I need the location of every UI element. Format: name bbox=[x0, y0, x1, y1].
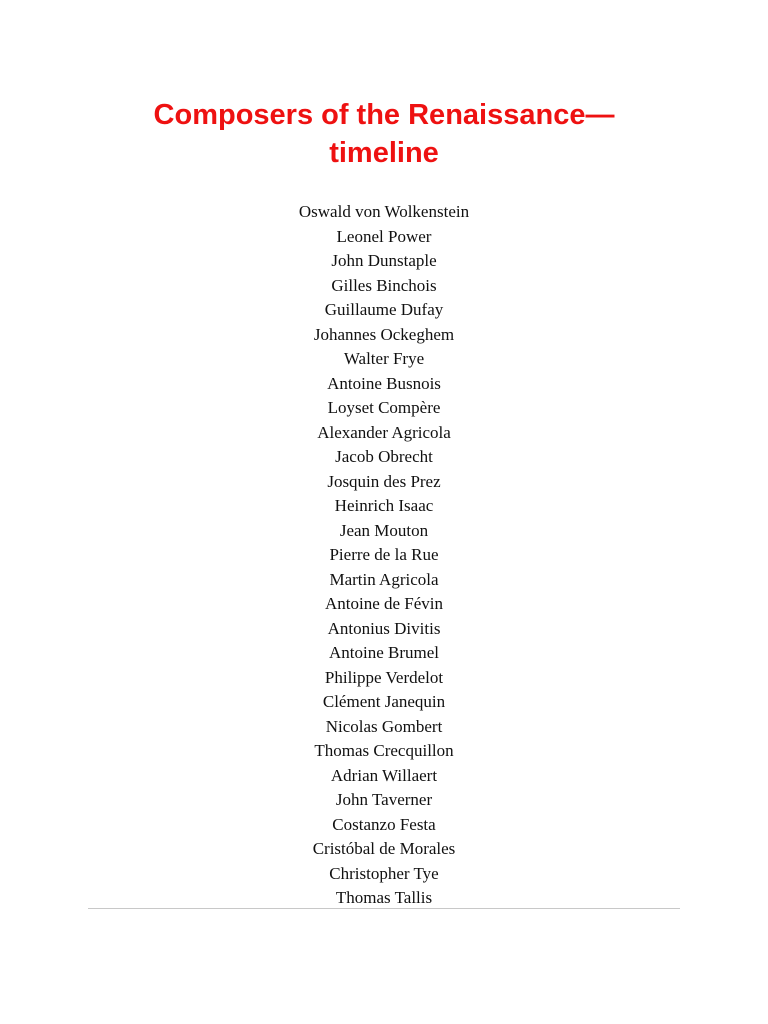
composer-list-item: Pierre de la Rue bbox=[329, 545, 439, 564]
composer-list-item: Johannes Ockeghem bbox=[313, 324, 455, 344]
page-title-line-1: Composers of the Renaissance— bbox=[153, 99, 615, 131]
composer-list-item: Thomas Tallis bbox=[335, 888, 433, 907]
composer-list-item: Antoine de Févin bbox=[324, 594, 444, 613]
composer-list-item: Thomas Crecquillon bbox=[314, 741, 454, 760]
page-title bbox=[0, 96, 768, 172]
composer-list-item: John Dunstaple bbox=[331, 251, 437, 270]
composer-list-item: Jean Mouton bbox=[339, 520, 429, 540]
composer-list-item: Martin Agricola bbox=[329, 569, 439, 589]
composer-list-item: Josquin des Prez bbox=[327, 471, 441, 491]
composer-list-item: Gilles Binchois bbox=[331, 275, 437, 295]
composer-list-item: Clément Janequin bbox=[322, 692, 446, 711]
page-divider bbox=[88, 908, 680, 909]
composer-list-item: Loyset Compère bbox=[327, 398, 441, 417]
composer-list-item: Philippe Verdelot bbox=[324, 667, 444, 687]
composer-list bbox=[0, 200, 768, 911]
composer-list-item: Antoine Busnois bbox=[327, 373, 441, 393]
composer-list-item: Antoine Brumel bbox=[328, 643, 439, 662]
page-title-line-2: timeline bbox=[329, 137, 439, 169]
composer-list-item: Antonius Divitis bbox=[327, 618, 441, 638]
composer-list-item: Guillaume Dufay bbox=[324, 300, 444, 319]
composer-list-item: Heinrich Isaac bbox=[334, 496, 434, 515]
composer-list-item: John Taverner bbox=[335, 790, 433, 809]
composer-list-item: Nicolas Gombert bbox=[325, 716, 443, 736]
composer-list-item: Costanzo Festa bbox=[332, 814, 436, 834]
composer-list-item: Adrian Willaert bbox=[330, 765, 438, 785]
composer-list-item: Christopher Tye bbox=[329, 863, 439, 883]
composer-list-item: Oswald von Wolkenstein bbox=[298, 202, 470, 221]
composer-list-item: Cristóbal de Morales bbox=[312, 839, 456, 858]
composer-list-item: Leonel Power bbox=[336, 226, 432, 246]
composer-list-item: Jacob Obrecht bbox=[335, 447, 433, 466]
composer-list-item: Alexander Agricola bbox=[317, 422, 451, 442]
composer-list-item: Walter Frye bbox=[343, 349, 425, 368]
